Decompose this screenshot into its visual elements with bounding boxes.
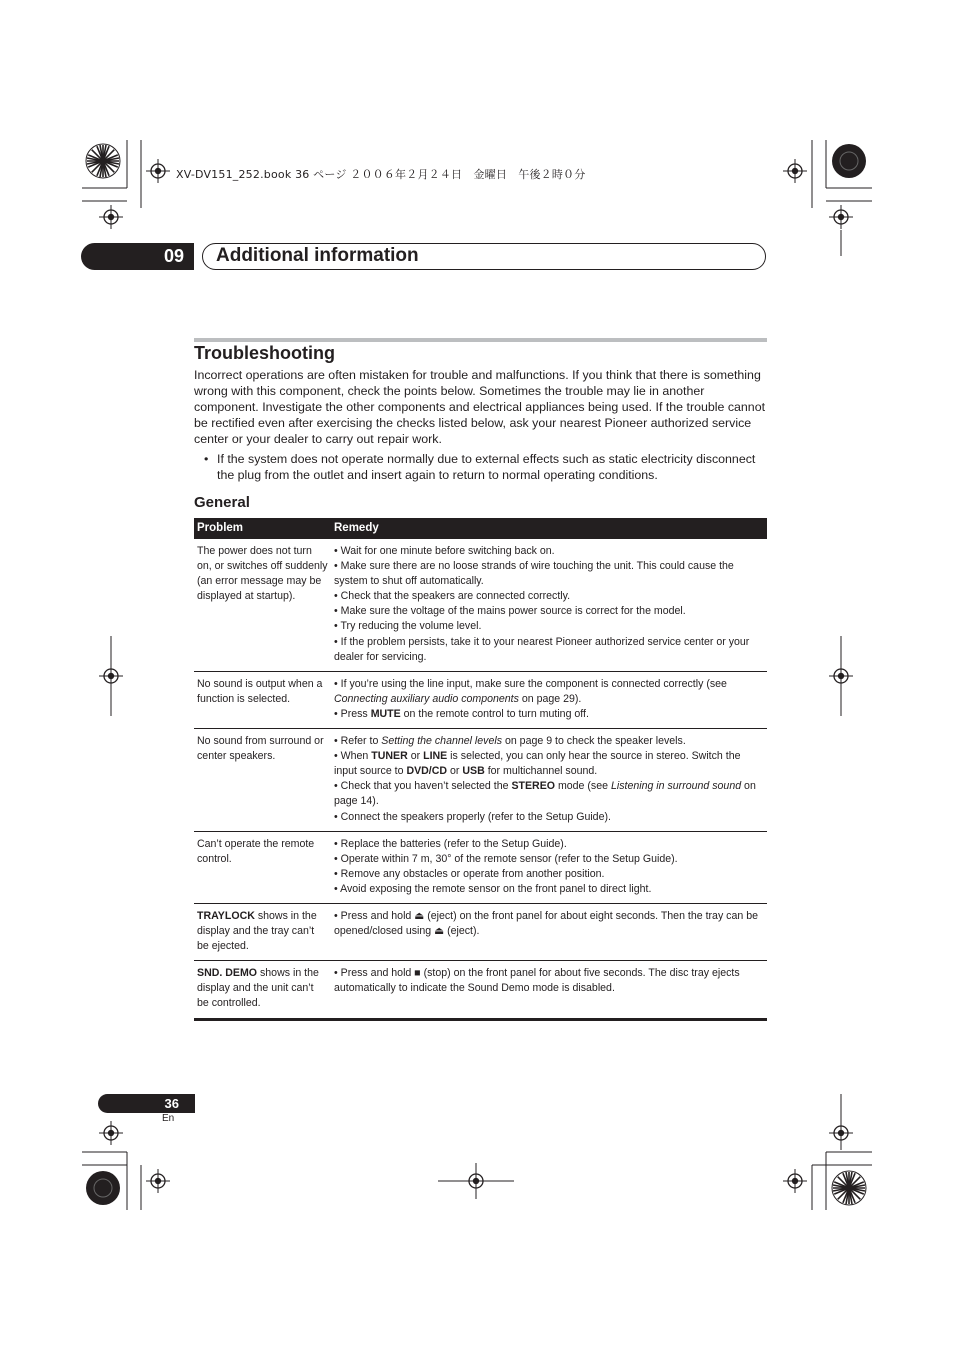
remedy-text: on the remote control to turn muting off. xyxy=(400,707,589,720)
remedy-cell xyxy=(331,671,767,728)
button-name: MUTE xyxy=(370,707,401,720)
remedy-cell xyxy=(331,729,767,832)
remedy-line: • Make sure there are no loose strands of wire touching the unit. This could cause the system to shut off automatically. xyxy=(334,560,734,588)
button-name: TUNER xyxy=(371,750,408,763)
button-name: DVD/CD xyxy=(406,765,448,778)
remedy-text: or xyxy=(407,750,424,763)
remedy-cell xyxy=(331,831,767,903)
chapter-title: Additional information xyxy=(202,243,766,270)
problem-text: shows in the display and the unit can’t be controlled. xyxy=(197,967,319,1010)
remedy-cell: • Press and hold ⏏ (eject) on the front panel for about eight seconds. Then the tray can be opened/closed using ⏏ (eject). xyxy=(331,903,767,960)
section-title: Troubleshooting xyxy=(194,343,335,363)
remedy-line: • Wait for one minute before switching back on. xyxy=(334,545,555,557)
display-message: SND. DEMO xyxy=(197,967,258,980)
remedy-text: • Press xyxy=(334,707,371,720)
remedy-line: • Try reducing the volume level. xyxy=(334,620,482,633)
chapter-number: 09 xyxy=(81,243,194,270)
display-message: TRAYLOCK xyxy=(197,909,255,922)
remedy-line: • Check that the speakers are connected correctly. xyxy=(334,590,571,603)
table-row xyxy=(194,729,767,832)
remedy-text: on page 29). xyxy=(518,692,582,705)
button-name: STEREO xyxy=(511,780,555,793)
general-heading: General xyxy=(194,494,250,511)
remedy-reference: Setting the channel levels xyxy=(381,735,503,748)
remedy-text: on page 9 to check the speaker levels. xyxy=(502,735,686,748)
remedy-line: • Operate within 7 m, 30° of the remote sensor (refer to the Setup Guide). xyxy=(334,852,678,865)
problem-cell: Can’t operate the remote control. xyxy=(194,831,331,903)
remedy-line: • Avoid exposing the remote sensor on the front panel to direct light. xyxy=(334,882,652,895)
problem-cell: No sound from surround or center speakers. xyxy=(194,729,331,832)
remedy-text: • Refer to xyxy=(334,735,382,748)
header-remedy: Remedy xyxy=(331,518,767,539)
problem-cell xyxy=(194,903,331,960)
table-row xyxy=(194,539,767,671)
troubleshooting-table xyxy=(194,518,767,1021)
table-row xyxy=(194,961,767,1019)
table-row xyxy=(194,903,767,960)
page-language: En xyxy=(162,1113,175,1124)
problem-cell: The power does not turn on, or switches off suddenly (an error message may be displayed at startup). xyxy=(194,539,331,671)
button-name: USB xyxy=(462,765,485,778)
problem-cell: No sound is output when a function is selected. xyxy=(194,671,331,728)
page-number: 36 xyxy=(98,1094,195,1113)
remedy-text: for multichannel sound. xyxy=(484,765,598,778)
remedy-line xyxy=(334,707,764,722)
print-header: XV-DV151_252.book 36 ページ ２００６年２月２４日 金曜日 午後２時０分 xyxy=(176,168,586,181)
remedy-line xyxy=(334,779,764,809)
problem-cell xyxy=(194,961,331,1019)
remedy-line: • Connect the speakers properly (refer to the Setup Guide). xyxy=(334,810,611,823)
remedy-line: • If the problem persists, take it to your nearest Pioneer authorized service center or your dealer for servicing. xyxy=(334,635,750,663)
section-rule xyxy=(194,338,767,342)
remedy-text: on page 14). xyxy=(334,780,756,808)
table-row xyxy=(194,671,767,728)
button-name: LINE xyxy=(423,750,448,763)
table-row xyxy=(194,831,767,903)
problem-text: shows in the display and the tray can’t be ejected. xyxy=(197,909,317,953)
remedy-line xyxy=(334,677,764,707)
remedy-line xyxy=(334,749,764,779)
remedy-reference: Listening in surround sound xyxy=(610,780,742,793)
remedy-text: • When xyxy=(334,750,372,763)
remedy-text: or xyxy=(447,765,463,778)
static-bullet xyxy=(204,451,769,483)
remedy-line: • Remove any obstacles or operate from another position. xyxy=(334,867,605,880)
remedy-text: • Check that you haven’t selected the xyxy=(334,780,512,793)
remedy-text: is selected, you can only hear the source in stereo. Switch the input source to xyxy=(334,750,741,778)
remedy-text: mode (see xyxy=(555,780,611,793)
remedy-cell xyxy=(331,539,767,671)
header-problem: Problem xyxy=(194,518,331,539)
bullet-dot: • xyxy=(204,452,209,466)
bullet-text: If the system does not operate normally due to external effects such as static electricity disconnect the plug from the outlet and insert again to return to normal operating conditions. xyxy=(217,452,756,482)
remedy-line: • Make sure the voltage of the mains power source is correct for the model. xyxy=(334,605,686,618)
intro-paragraph: Incorrect operations are often mistaken for trouble and malfunctions. If you think that there is something wrong with this component, check the points below. Sometimes the trouble may lie in another component. Investigate the other components and electrical appliances being used. If the trouble cannot be rectified even after exercising the checks listed below, ask your nearest Pioneer authorized service center or your dealer to carry out repair work. xyxy=(194,368,766,446)
remedy-line xyxy=(334,734,764,749)
remedy-line: • Replace the batteries (refer to the Setup Guide). xyxy=(334,837,567,850)
remedy-cell: • Press and hold ■ (stop) on the front panel for about five seconds. The disc tray ejects automatically to indicate the Sound Demo mode is disabled. xyxy=(331,961,767,1019)
remedy-reference: Connecting auxiliary audio components xyxy=(334,692,519,705)
remedy-text: • If you’re using the line input, make sure the component is connected correctly (see xyxy=(334,677,727,690)
table-header-row xyxy=(194,518,767,539)
